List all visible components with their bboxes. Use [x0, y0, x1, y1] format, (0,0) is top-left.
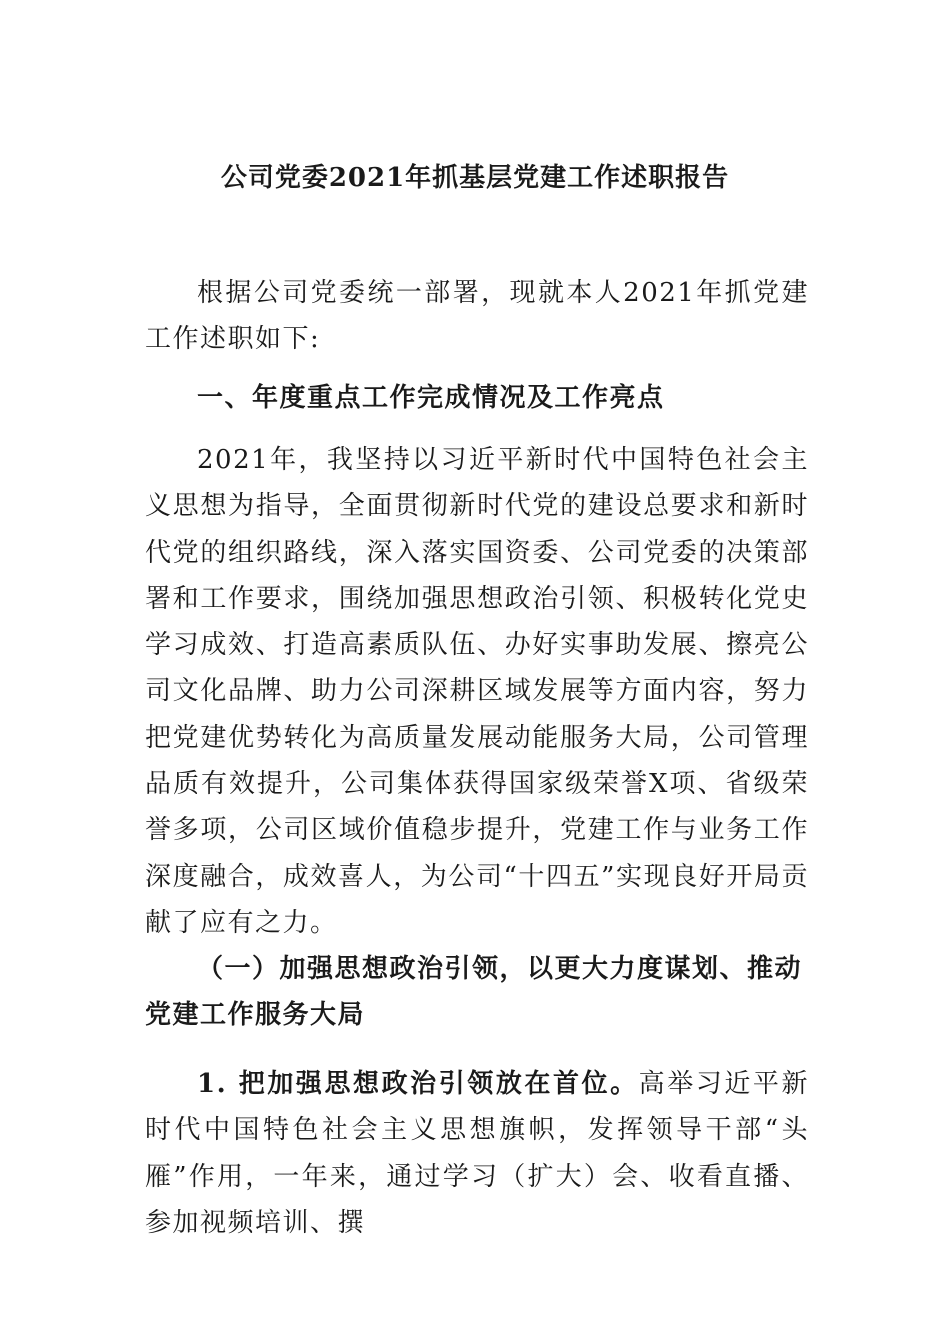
item-1-paragraph — [145, 1061, 809, 1246]
section-heading-1: 一、年度重点工作完成情况及工作亮点 — [197, 383, 665, 413]
document-title: 公司党委2021年抓基层党建工作述职报告 — [220, 163, 730, 193]
intro-paragraph: 根据公司党委统一部署，现就本人2021年抓党建工作述职如下: — [145, 278, 809, 355]
item-1-lead: 1. 把加强思想政治引领放在首位。 — [197, 1069, 639, 1099]
item-1-body: 高举习近平新时代中国特色社会主义思想旗帜，发挥领导干部“头雁”作用，一年来，通过学习（扩大）会、收看直播、参加视频培训、撰 — [145, 1069, 809, 1238]
subsection-heading-1: （一）加强思想政治引领，以更大力度谋划、推动党建工作服务大局 — [145, 954, 803, 1031]
section-1-paragraph: 2021年，我坚持以习近平新时代中国特色社会主义思想为指导，全面贯彻新时代党的建设总要求和新时代党的组织路线，深入落实国资委、公司党委的决策部署和工作要求，围绕加强思想政治引领、积极转化党史学习成效、打造高素质队伍、办好实事助发展、擦亮公司文化品牌、助力公司深耕区域发展等方面内容，努力把党建优势转化为高质量发展动能服务大局，公司管理品质有效提升，公司集体获得国家级荣誉X项、省级荣誉多项，公司区域价值稳步提升，党建工作与业务工作深度融合，成效喜人，为公司“十四五”实现良好开局贡献了应有之力。 — [145, 445, 809, 938]
